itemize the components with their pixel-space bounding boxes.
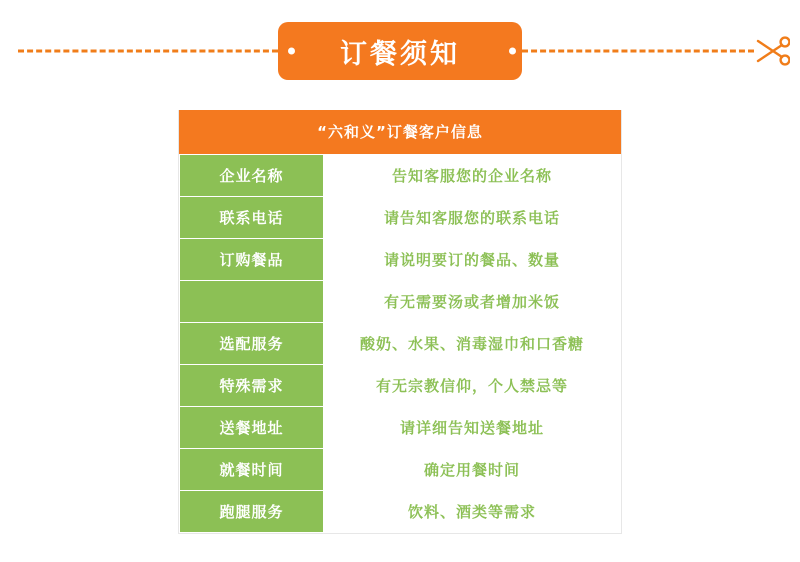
- table-row: [180, 407, 621, 449]
- scissors-icon: [756, 35, 790, 67]
- table-row: [180, 281, 621, 323]
- row-value: 请告知客服您的联系电话: [324, 197, 621, 239]
- customer-info-table: [178, 110, 622, 534]
- row-value: 有无需要汤或者增加米饭: [324, 281, 621, 323]
- title-banner: [278, 22, 522, 80]
- row-label: 就餐时间: [180, 449, 324, 491]
- page-title: 订餐须知: [340, 38, 460, 70]
- row-label: 订购餐品: [180, 239, 324, 281]
- table-row: [180, 491, 621, 533]
- dashed-line-right: [522, 50, 754, 53]
- row-label: 企业名称: [180, 155, 324, 197]
- row-label: 特殊需求: [180, 365, 324, 407]
- table-body: [180, 155, 621, 533]
- row-label: 跑腿服务: [180, 491, 324, 533]
- banner-dot-right: [509, 48, 516, 55]
- table-row: [180, 197, 621, 239]
- banner-dot-left: [288, 48, 295, 55]
- row-value: 饮料、酒类等需求: [324, 491, 621, 533]
- dashed-line-left: [18, 50, 278, 53]
- table-header: “六和义”订餐客户信息: [179, 110, 621, 154]
- row-value: 酸奶、水果、消毒湿巾和口香糖: [324, 323, 621, 365]
- row-value: 有无宗教信仰，个人禁忌等: [324, 365, 621, 407]
- row-label: 送餐地址: [180, 407, 324, 449]
- table-row: [180, 323, 621, 365]
- table-row: [180, 365, 621, 407]
- row-label: [180, 281, 324, 323]
- row-value: 请详细告知送餐地址: [324, 407, 621, 449]
- row-label: 联系电话: [180, 197, 324, 239]
- table-row: [180, 449, 621, 491]
- row-label: 选配服务: [180, 323, 324, 365]
- table-row: [180, 239, 621, 281]
- banner-row: [0, 22, 800, 80]
- table-row: [180, 155, 621, 197]
- row-value: 请说明要订的餐品、数量: [324, 239, 621, 281]
- row-value: 确定用餐时间: [324, 449, 621, 491]
- row-value: 告知客服您的企业名称: [324, 155, 621, 197]
